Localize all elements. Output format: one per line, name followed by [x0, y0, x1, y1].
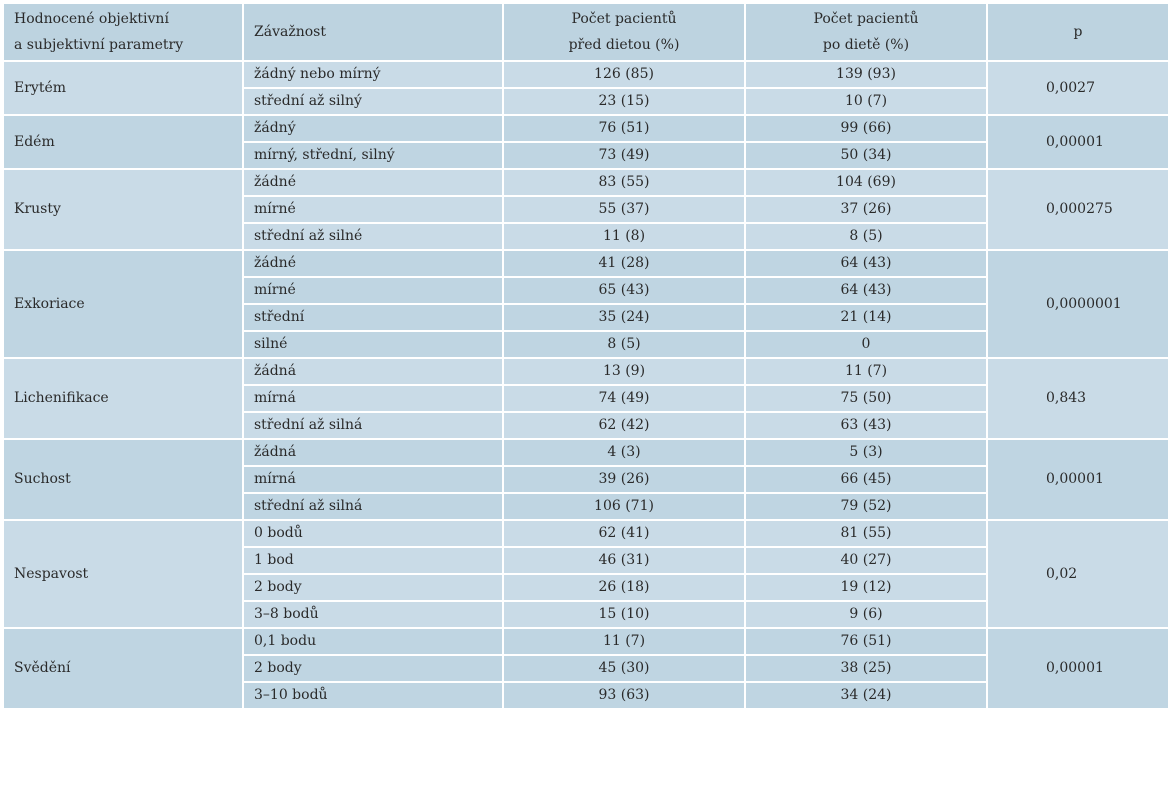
before-diet-cell: 93 (63)	[503, 682, 745, 709]
severity-cell: mírná	[243, 466, 503, 493]
severity-cell: silné	[243, 331, 503, 358]
p-value-cell: 0,00001	[987, 628, 1169, 709]
before-diet-cell: 11 (8)	[503, 223, 745, 250]
parameter-group	[3, 439, 1169, 520]
after-diet-cell: 5 (3)	[745, 439, 987, 466]
before-diet-cell: 65 (43)	[503, 277, 745, 304]
p-value-cell: 0,02	[987, 520, 1169, 628]
header-after-line2: po dietě (%)	[822, 37, 910, 53]
after-diet-cell: 139 (93)	[745, 61, 987, 88]
severity-cell: mírné	[243, 196, 503, 223]
severity-cell: žádný	[243, 115, 503, 142]
before-diet-cell: 26 (18)	[503, 574, 745, 601]
after-diet-cell: 34 (24)	[745, 682, 987, 709]
after-diet-cell: 99 (66)	[745, 115, 987, 142]
parameter-cell: Edém	[3, 115, 243, 169]
after-diet-cell: 37 (26)	[745, 196, 987, 223]
severity-cell: žádné	[243, 250, 503, 277]
after-diet-cell: 104 (69)	[745, 169, 987, 196]
severity-cell: 0 bodů	[243, 520, 503, 547]
after-diet-cell: 66 (45)	[745, 466, 987, 493]
after-diet-cell: 76 (51)	[745, 628, 987, 655]
after-diet-cell: 81 (55)	[745, 520, 987, 547]
parameter-cell: Suchost	[3, 439, 243, 520]
before-diet-cell: 8 (5)	[503, 331, 745, 358]
severity-cell: 3–8 bodů	[243, 601, 503, 628]
after-diet-cell: 64 (43)	[745, 250, 987, 277]
severity-cell: mírné	[243, 277, 503, 304]
before-diet-cell: 15 (10)	[503, 601, 745, 628]
parameter-group	[3, 628, 1169, 709]
severity-cell: střední až silná	[243, 493, 503, 520]
header-parameter-line2: a subjektivní parametry	[14, 37, 184, 53]
table-row	[3, 169, 1169, 196]
severity-cell: střední	[243, 304, 503, 331]
severity-cell: 3–10 bodů	[243, 682, 503, 709]
table-row	[3, 115, 1169, 142]
before-diet-cell: 74 (49)	[503, 385, 745, 412]
after-diet-cell: 11 (7)	[745, 358, 987, 385]
header-row	[3, 3, 1169, 61]
before-diet-cell: 83 (55)	[503, 169, 745, 196]
p-value-cell: 0,0000001	[987, 250, 1169, 358]
before-diet-cell: 45 (30)	[503, 655, 745, 682]
severity-cell: 1 bod	[243, 547, 503, 574]
severity-cell: střední až silná	[243, 412, 503, 439]
parameter-group	[3, 358, 1169, 439]
results-table	[2, 2, 1170, 710]
before-diet-cell: 39 (26)	[503, 466, 745, 493]
after-diet-cell: 63 (43)	[745, 412, 987, 439]
before-diet-cell: 62 (41)	[503, 520, 745, 547]
parameter-cell: Krusty	[3, 169, 243, 250]
table-row	[3, 250, 1169, 277]
header-before-line1: Počet pacientů	[571, 11, 677, 27]
before-diet-cell: 73 (49)	[503, 142, 745, 169]
header-parameter	[3, 3, 243, 61]
table-row	[3, 628, 1169, 655]
severity-cell: žádný nebo mírný	[243, 61, 503, 88]
after-diet-cell: 8 (5)	[745, 223, 987, 250]
before-diet-cell: 76 (51)	[503, 115, 745, 142]
parameter-group	[3, 115, 1169, 169]
header-p: p	[987, 3, 1169, 61]
severity-cell: střední až silné	[243, 223, 503, 250]
before-diet-cell: 11 (7)	[503, 628, 745, 655]
after-diet-cell: 38 (25)	[745, 655, 987, 682]
header-parameter-line1: Hodnocené objektivní	[14, 11, 169, 27]
before-diet-cell: 4 (3)	[503, 439, 745, 466]
before-diet-cell: 41 (28)	[503, 250, 745, 277]
table-row	[3, 520, 1169, 547]
before-diet-cell: 46 (31)	[503, 547, 745, 574]
table-row	[3, 61, 1169, 88]
parameter-group	[3, 520, 1169, 628]
severity-cell: mírná	[243, 385, 503, 412]
parameter-group	[3, 61, 1169, 115]
before-diet-cell: 62 (42)	[503, 412, 745, 439]
severity-cell: mírný, střední, silný	[243, 142, 503, 169]
header-after	[745, 3, 987, 61]
severity-cell: střední až silný	[243, 88, 503, 115]
after-diet-cell: 50 (34)	[745, 142, 987, 169]
before-diet-cell: 13 (9)	[503, 358, 745, 385]
parameter-group	[3, 250, 1169, 358]
after-diet-cell: 40 (27)	[745, 547, 987, 574]
p-value-cell: 0,00001	[987, 439, 1169, 520]
p-value-cell: 0,0027	[987, 61, 1169, 115]
after-diet-cell: 21 (14)	[745, 304, 987, 331]
parameter-cell: Svědění	[3, 628, 243, 709]
after-diet-cell: 64 (43)	[745, 277, 987, 304]
before-diet-cell: 23 (15)	[503, 88, 745, 115]
severity-cell: žádná	[243, 358, 503, 385]
severity-cell: žádné	[243, 169, 503, 196]
parameter-group	[3, 169, 1169, 250]
before-diet-cell: 55 (37)	[503, 196, 745, 223]
table-row	[3, 358, 1169, 385]
parameter-cell: Nespavost	[3, 520, 243, 628]
severity-cell: žádná	[243, 439, 503, 466]
severity-cell: 2 body	[243, 655, 503, 682]
header-after-line1: Počet pacientů	[813, 11, 919, 27]
p-value-cell: 0,000275	[987, 169, 1169, 250]
parameter-cell: Exkoriace	[3, 250, 243, 358]
before-diet-cell: 126 (85)	[503, 61, 745, 88]
before-diet-cell: 35 (24)	[503, 304, 745, 331]
severity-cell: 0,1 bodu	[243, 628, 503, 655]
table-header	[3, 3, 1169, 61]
after-diet-cell: 10 (7)	[745, 88, 987, 115]
after-diet-cell: 79 (52)	[745, 493, 987, 520]
after-diet-cell: 75 (50)	[745, 385, 987, 412]
parameter-cell: Lichenifikace	[3, 358, 243, 439]
parameter-cell: Erytém	[3, 61, 243, 115]
severity-cell: 2 body	[243, 574, 503, 601]
after-diet-cell: 9 (6)	[745, 601, 987, 628]
header-before	[503, 3, 745, 61]
header-before-line2: před dietou (%)	[568, 37, 680, 53]
before-diet-cell: 106 (71)	[503, 493, 745, 520]
header-severity: Závažnost	[243, 3, 503, 61]
table-row	[3, 439, 1169, 466]
p-value-cell: 0,843	[987, 358, 1169, 439]
p-value-cell: 0,00001	[987, 115, 1169, 169]
after-diet-cell: 0	[745, 331, 987, 358]
after-diet-cell: 19 (12)	[745, 574, 987, 601]
